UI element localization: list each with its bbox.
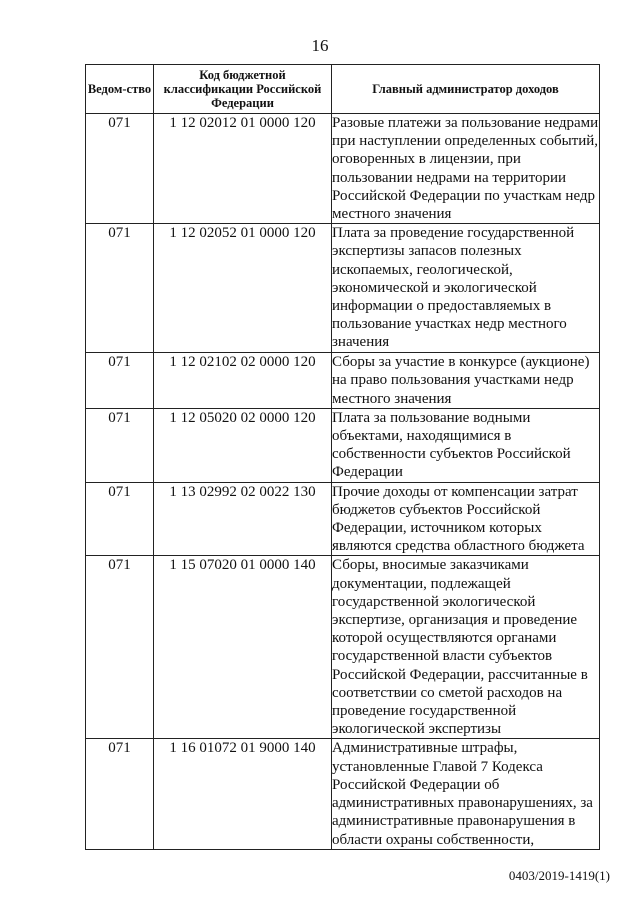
table-row [86, 114, 600, 224]
dept-cell: 071 [86, 114, 154, 224]
code-cell: 1 12 05020 02 0000 120 [154, 408, 332, 482]
dept-cell: 071 [86, 739, 154, 849]
code-cell: 1 13 02992 02 0022 130 [154, 482, 332, 556]
admin-cell: Плата за пользование водными объектами, находящимися в собственности субъектов Российской Федерации [332, 408, 600, 482]
dept-cell: 071 [86, 224, 154, 353]
table-row [86, 482, 600, 556]
code-cell: 1 16 01072 01 9000 140 [154, 739, 332, 849]
dept-cell: 071 [86, 556, 154, 739]
dept-cell: 071 [86, 408, 154, 482]
code-cell: 1 12 02052 01 0000 120 [154, 224, 332, 353]
admin-cell: Плата за проведение государственной экспертизы запасов полезных ископаемых, геологической, экономической и экологической информации о предоставляемых в пользование участках недр местного значения [332, 224, 600, 353]
code-cell: 1 12 02102 02 0000 120 [154, 353, 332, 409]
admin-cell: Сборы за участие в конкурсе (аукционе) на право пользования участками недр местного значения [332, 353, 600, 409]
admin-cell: Административные штрафы, установленные Главой 7 Кодекса Российской Федерации об административных правонарушениях, за административные правонарушения в области охраны собственности, [332, 739, 600, 849]
budget-classification-table [85, 64, 600, 850]
dept-cell: 071 [86, 482, 154, 556]
table-row [86, 353, 600, 409]
code-cell: 1 15 07020 01 0000 140 [154, 556, 332, 739]
table-row [86, 556, 600, 739]
table-row [86, 739, 600, 849]
admin-cell: Разовые платежи за пользование недрами при наступлении определенных событий, оговоренных в лицензии, при пользовании недрами на территории Российской Федерации по участкам недр местного значения [332, 115, 599, 223]
table-row [86, 408, 600, 482]
table-row [86, 224, 600, 353]
admin-cell: Сборы, вносимые заказчиками документации, подлежащей государственной экологической экспертизе, организация и проведение которой осуществляются органами государственной власти субъектов Российской Федерации, рассчитанные в соответствии со сметой расходов на проведение государственной экологической экспертизы [332, 556, 600, 739]
table-header-row [86, 65, 600, 114]
header-dept: Ведом-ство [86, 65, 154, 114]
dept-cell: 071 [86, 353, 154, 409]
code-cell: 1 12 02012 01 0000 120 [154, 114, 332, 224]
header-admin: Главный администратор доходов [332, 65, 600, 114]
document-code: 0403/2019-1419(1) [508, 868, 610, 883]
admin-cell: Прочие доходы от компенсации затрат бюджетов субъектов Российской Федерации, источником которых являются средства областного бюджета [332, 482, 600, 556]
page-number: 16 [311, 36, 329, 55]
header-code: Код бюджетной классификации Российской Федерации [154, 65, 332, 114]
